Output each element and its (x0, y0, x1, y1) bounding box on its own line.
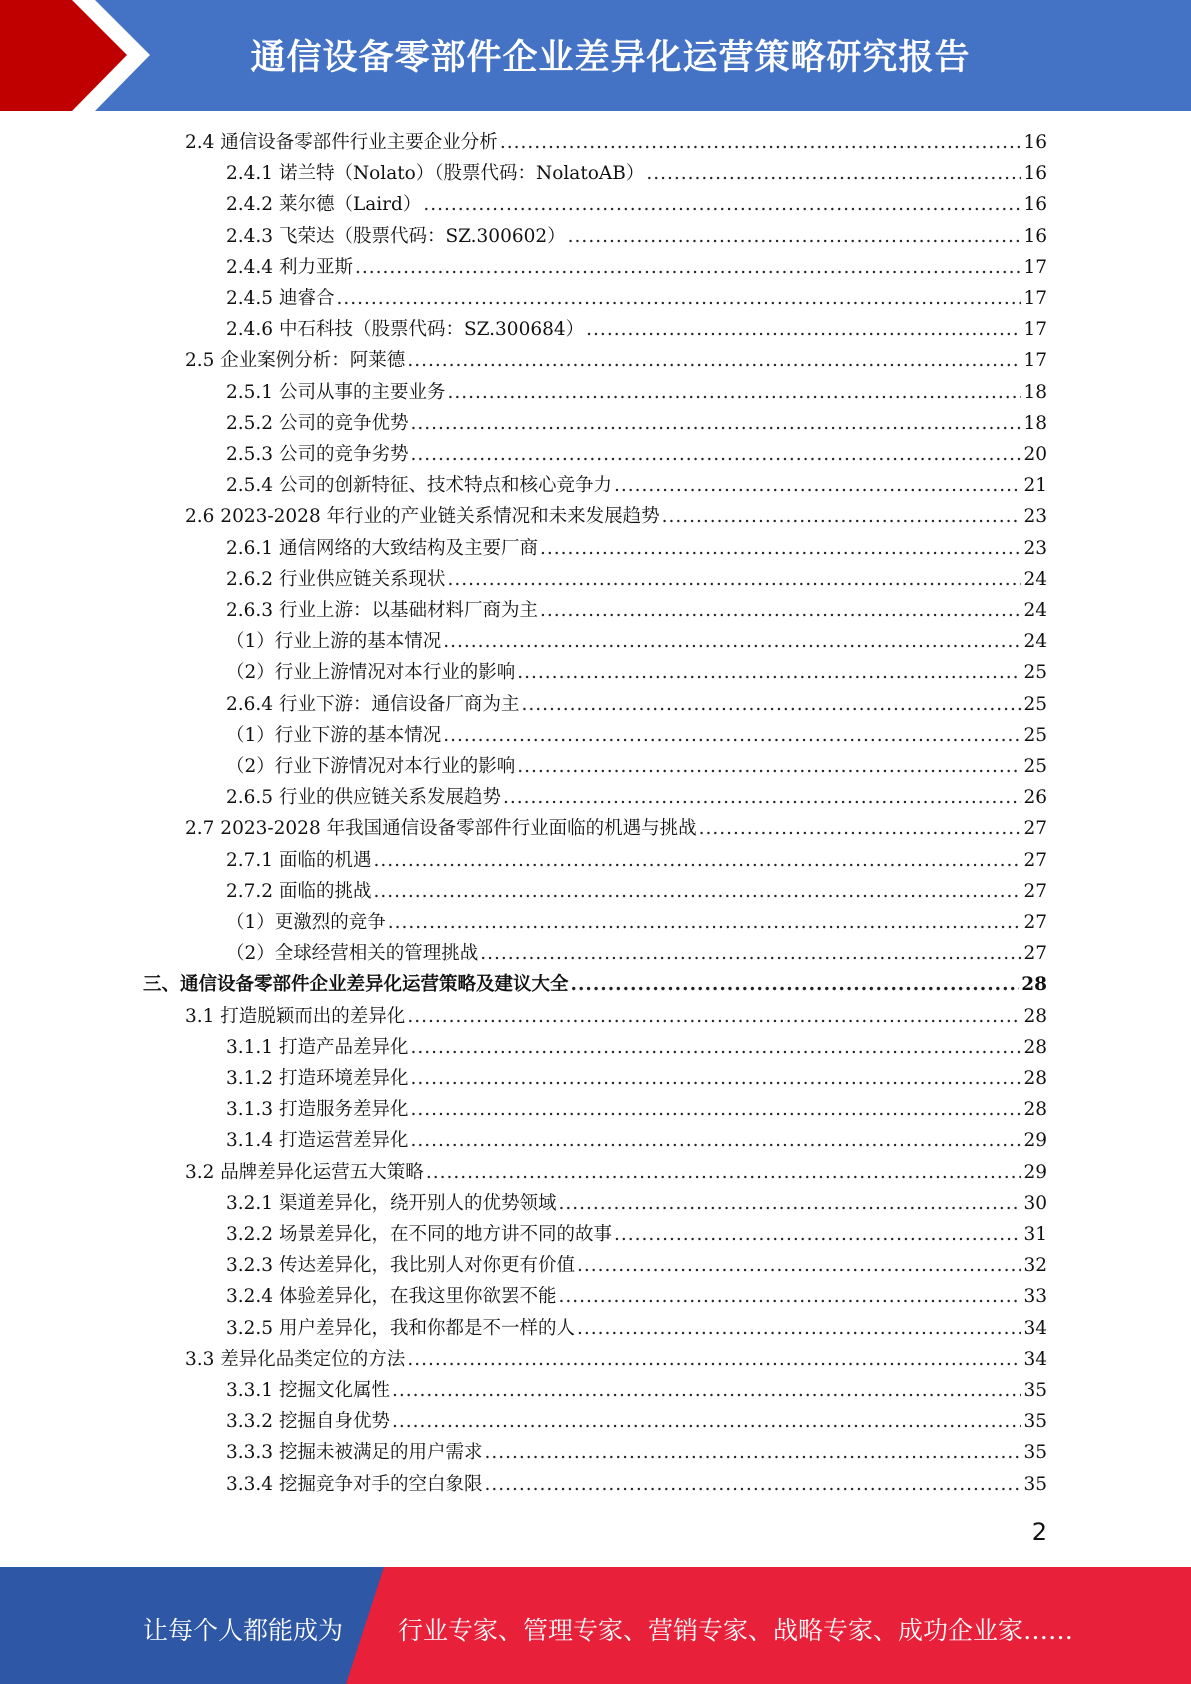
toc-leader-dots (447, 564, 1021, 595)
toc-entry-label: 2.4.5 迪睿合 (226, 288, 335, 309)
toc-entry-page: 34 (1023, 1348, 1047, 1370)
toc-entry[interactable] (226, 252, 1047, 283)
toc-entry-page: 17 (1023, 350, 1047, 372)
page-header (0, 0, 1191, 111)
toc-entry[interactable] (226, 221, 1047, 252)
toc-entry-label: 3.2.1 渠道差异化，绕开别人的优势领域 (226, 1192, 557, 1214)
toc-entry[interactable] (226, 1219, 1047, 1250)
toc-entry-page: 17 (1023, 256, 1047, 278)
toc-entry-page: 17 (1023, 288, 1047, 309)
toc-leader-dots (410, 1032, 1021, 1063)
toc-entry-label: （2）行业上游情况对本行业的影响 (226, 662, 516, 684)
toc-entry-page: 20 (1023, 444, 1047, 465)
toc-entry[interactable] (185, 1344, 1047, 1375)
toc-leader-dots (392, 1406, 1021, 1437)
toc-leader-dots (407, 1344, 1021, 1375)
toc-entry-label: 三、通信设备零部件企业差异化运营策略及建议大全 (143, 974, 569, 996)
toc-entry-page: 17 (1023, 319, 1047, 341)
toc-entry-page: 25 (1023, 693, 1047, 715)
toc-leader-dots (336, 283, 1021, 314)
toc-entry[interactable] (226, 782, 1047, 813)
toc-leader-dots (568, 221, 1022, 252)
toc-entry[interactable] (226, 1313, 1047, 1344)
toc-entry-label: （1）更激烈的竞争 (226, 912, 386, 933)
toc-entry[interactable] (226, 689, 1047, 720)
toc-entry[interactable] (226, 533, 1047, 564)
toc-leader-dots (410, 1063, 1021, 1094)
toc-leader-dots (355, 252, 1022, 283)
toc-entry-label: 2.4.6 中石科技（股票代码：SZ.300684） (226, 319, 585, 341)
toc-entry-label: 2.7 2023-2028 年我国通信设备零部件行业面临的机遇与挑战 (185, 818, 697, 840)
toc-leader-dots (484, 1469, 1021, 1500)
toc-entry-label: 3.2.3 传达差异化，我比别人对你更有价值 (226, 1255, 575, 1277)
toc-entry-label: 3.2 品牌差异化运营五大策略 (185, 1161, 424, 1183)
toc-entry-page: 33 (1023, 1286, 1047, 1308)
toc-entry[interactable] (226, 1125, 1047, 1156)
toc-entry[interactable] (185, 345, 1047, 376)
toc-entry[interactable] (226, 720, 1047, 751)
toc-leader-dots (614, 1219, 1021, 1250)
toc-entry[interactable] (226, 938, 1047, 969)
toc-entry-page: 23 (1023, 506, 1047, 528)
toc-entry[interactable] (226, 657, 1047, 688)
report-title: 通信设备零部件企业差异化运营策略研究报告 (250, 38, 971, 78)
toc-entry-page: 24 (1023, 568, 1047, 590)
toc-leader-dots (500, 127, 1022, 158)
toc-entry[interactable] (226, 1281, 1047, 1312)
toc-entry-page: 16 (1023, 163, 1047, 185)
toc-entry-label: 2.4.2 莱尔德（Laird） (226, 194, 422, 216)
toc-leader-dots (614, 470, 1021, 501)
toc-entry[interactable] (226, 1406, 1047, 1437)
toc-leader-dots (443, 626, 1021, 657)
toc-entry[interactable] (226, 564, 1047, 595)
toc-leader-dots (443, 720, 1021, 751)
page-number: 2 (1031, 1518, 1047, 1546)
toc-entry[interactable] (226, 1032, 1047, 1063)
toc-entry[interactable] (226, 408, 1047, 439)
toc-entry-label: 2.6.5 行业的供应链关系发展趋势 (226, 787, 501, 809)
toc-leader-dots (577, 1313, 1021, 1344)
toc-entry-page: 32 (1023, 1255, 1047, 1277)
toc-entry-label: 3.1.2 打造环境差异化 (226, 1068, 409, 1089)
toc-leader-dots (571, 969, 1020, 1000)
toc-leader-dots (480, 938, 1021, 969)
toc-entry[interactable] (226, 751, 1047, 782)
toc-entry-label: 3.2.2 场景差异化，在不同的地方讲不同的故事 (226, 1224, 612, 1245)
toc-entry-label: 2.5.1 公司从事的主要业务 (226, 381, 446, 403)
toc-entry[interactable] (185, 127, 1047, 158)
page-footer (0, 1567, 1191, 1684)
toc-entry-label: 3.3.3 挖掘未被满足的用户需求 (226, 1442, 483, 1464)
toc-entry[interactable] (226, 876, 1047, 907)
toc-entry-page: 31 (1023, 1224, 1047, 1245)
toc-entry-page: 27 (1023, 943, 1047, 965)
toc-leader-dots (373, 845, 1021, 876)
toc-entry-label: 2.5 企业案例分析：阿莱德 (185, 350, 406, 372)
toc-entry-page: 26 (1023, 787, 1047, 809)
toc-entry[interactable] (226, 626, 1047, 657)
toc-entry-label: （1）行业下游的基本情况 (226, 724, 442, 746)
toc-entry-page: 28 (1023, 1068, 1047, 1089)
toc-leader-dots (540, 533, 1021, 564)
toc-entry[interactable] (226, 1188, 1047, 1219)
toc-leader-dots (407, 345, 1021, 376)
toc-entry-page: 18 (1023, 412, 1047, 434)
toc-entry-label: 2.5.4 公司的创新特征、技术特点和核心竞争力 (226, 475, 612, 497)
toc-entry-page: 27 (1023, 849, 1047, 871)
toc-leader-dots (388, 907, 1022, 938)
toc-entry-label: 3.1.3 打造服务差异化 (226, 1099, 409, 1121)
toc-leader-dots (410, 1125, 1021, 1156)
toc-entry[interactable] (185, 813, 1047, 844)
toc-entry-page: 28 (1021, 974, 1047, 996)
toc-leader-dots (392, 1375, 1021, 1406)
toc-entry-label: 2.4.4 利力亚斯 (226, 256, 353, 278)
toc-leader-dots (426, 1157, 1022, 1188)
toc-entry-label: （2）全球经营相关的管理挑战 (226, 943, 479, 965)
header-arrow-decoration (0, 0, 160, 111)
toc-entry-page: 27 (1023, 912, 1047, 933)
toc-entry[interactable] (226, 907, 1047, 938)
toc-entry-page: 35 (1023, 1380, 1047, 1401)
toc-entry-page: 35 (1023, 1473, 1047, 1495)
toc-entry-label: 2.4 通信设备零部件行业主要企业分析 (185, 132, 498, 153)
toc-entry-page: 35 (1023, 1411, 1047, 1433)
toc-entry-label: 2.7.1 面临的机遇 (226, 849, 372, 871)
toc-entry-label: 2.5.2 公司的竞争优势 (226, 412, 409, 434)
toc-leader-dots (586, 314, 1021, 345)
toc-leader-dots (407, 1001, 1021, 1032)
toc-entry[interactable] (226, 439, 1047, 470)
toc-entry-page: 35 (1023, 1442, 1047, 1464)
toc-entry-page: 29 (1023, 1161, 1047, 1183)
toc-leader-dots (484, 1437, 1021, 1468)
toc-entry[interactable] (226, 1094, 1047, 1125)
toc-leader-dots (558, 1281, 1021, 1312)
toc-entry[interactable] (226, 283, 1047, 314)
toc-entry-label: 3.1.1 打造产品差异化 (226, 1036, 409, 1058)
toc-entry[interactable] (226, 1469, 1047, 1500)
toc-entry-label: 2.6.3 行业上游：以基础材料厂商为主 (226, 600, 538, 621)
toc-entry-label: 2.6.1 通信网络的大致结构及主要厂商 (226, 537, 538, 559)
toc-entry[interactable] (226, 1250, 1047, 1281)
toc-entry[interactable] (185, 1157, 1047, 1188)
toc-entry-page: 27 (1023, 880, 1047, 902)
toc-leader-dots (447, 377, 1021, 408)
toc-leader-dots (423, 189, 1021, 220)
toc-entry-page: 16 (1023, 132, 1047, 153)
toc-entry-page: 25 (1023, 756, 1047, 777)
toc-entry-page: 28 (1023, 1005, 1047, 1027)
toc-leader-dots (558, 1188, 1021, 1219)
toc-entry[interactable] (226, 1375, 1047, 1406)
toc-entry-label: 3.3.4 挖掘竞争对手的空白象限 (226, 1473, 483, 1495)
toc-entry-label: 2.5.3 公司的竞争劣势 (226, 444, 409, 465)
toc-leader-dots (410, 408, 1021, 439)
toc-entry-label: 3.1 打造脱颖而出的差异化 (185, 1005, 406, 1027)
toc-entry-label: 3.2.5 用户差异化，我和你都是不一样的人 (226, 1317, 575, 1339)
footer-slogan-left: 让每个人都能成为 (143, 1616, 344, 1645)
toc-leader-dots (503, 782, 1021, 813)
toc-entry-label: 3.3.2 挖掘自身优势 (226, 1411, 390, 1433)
toc-leader-dots (662, 501, 1022, 532)
toc-entry-label: 3.1.4 打造运营差异化 (226, 1130, 409, 1152)
toc-entry-page: 30 (1023, 1192, 1047, 1214)
toc-entry-label: （2）行业下游情况对本行业的影响 (226, 756, 516, 777)
toc-entry-label: 2.6.4 行业下游：通信设备厂商为主 (226, 693, 520, 715)
toc-entry[interactable] (185, 1001, 1047, 1032)
toc-entry-page: 27 (1023, 818, 1047, 840)
toc-entry[interactable] (226, 314, 1047, 345)
toc-entry[interactable] (185, 501, 1047, 532)
toc-leader-dots (373, 876, 1021, 907)
toc-entry[interactable] (226, 189, 1047, 220)
toc-leader-dots (517, 751, 1021, 782)
toc-entry-label: 2.7.2 面临的挑战 (226, 880, 372, 902)
toc-entry-page: 25 (1023, 724, 1047, 746)
toc-entry-label: 2.6 2023-2028 年行业的产业链关系情况和未来发展趋势 (185, 506, 660, 528)
toc-entry-page: 18 (1023, 381, 1047, 403)
toc-entry-page: 24 (1023, 600, 1047, 621)
toc-leader-dots (699, 813, 1022, 844)
toc-leader-dots (410, 439, 1021, 470)
toc-entry[interactable] (226, 1437, 1047, 1468)
toc-entry[interactable] (226, 377, 1047, 408)
toc-entry-label: 2.4.3 飞荣达（股票代码：SZ.300602） (226, 225, 566, 247)
toc-entry-page: 29 (1023, 1130, 1047, 1152)
toc-entry[interactable] (143, 969, 1047, 1000)
toc-entry[interactable] (226, 470, 1047, 501)
toc-leader-dots (521, 689, 1021, 720)
toc-entry-label: 3.3.1 挖掘文化属性 (226, 1380, 390, 1401)
toc-entry-page: 21 (1023, 475, 1047, 497)
toc-entry-page: 34 (1023, 1317, 1047, 1339)
toc-entry-page: 28 (1023, 1099, 1047, 1121)
toc-entry-page: 23 (1023, 537, 1047, 559)
toc-entry-page: 16 (1023, 194, 1047, 216)
toc-leader-dots (517, 657, 1021, 688)
toc-leader-dots (540, 595, 1021, 626)
toc-entry-page: 28 (1023, 1036, 1047, 1058)
toc-entry-label: 2.4.1 诺兰特（Nolato）（股票代码：NolatoAB） (226, 163, 645, 185)
toc-leader-dots (646, 158, 1021, 189)
toc-leader-dots (410, 1094, 1021, 1125)
toc-entry-label: 2.6.2 行业供应链关系现状 (226, 568, 446, 590)
toc-entry-page: 16 (1023, 225, 1047, 247)
toc-entry-label: 3.2.4 体验差异化，在我这里你欲罢不能 (226, 1286, 557, 1308)
toc-entry-label: （1）行业上游的基本情况 (226, 631, 442, 653)
toc-entry[interactable] (226, 845, 1047, 876)
toc-entry[interactable] (226, 158, 1047, 189)
toc-entry-label: 3.3 差异化品类定位的方法 (185, 1348, 406, 1370)
toc-entry[interactable] (226, 595, 1047, 626)
toc-entry-page: 25 (1023, 662, 1047, 684)
toc-entry[interactable] (226, 1063, 1047, 1094)
toc-entry-page: 24 (1023, 631, 1047, 653)
footer-slogan-right: 行业专家、管理专家、营销专家、战略专家、成功企业家…… (398, 1616, 1074, 1645)
toc-leader-dots (577, 1250, 1021, 1281)
